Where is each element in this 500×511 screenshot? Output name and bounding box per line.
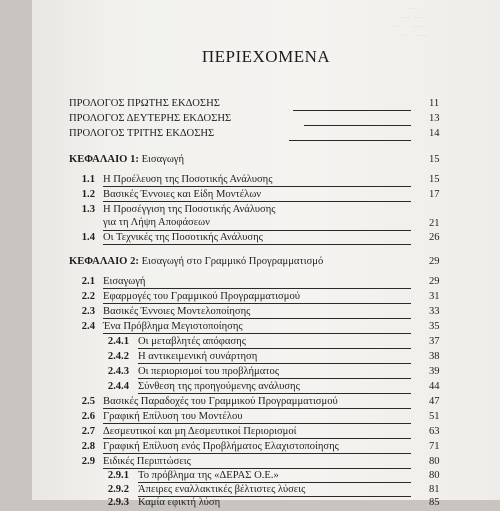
- leader-line: [103, 288, 411, 289]
- entry-label: Εφαρμογές του Γραμμικού Προγραμματισμού: [103, 291, 300, 302]
- leader-line: [138, 378, 411, 379]
- entry-label: ΠΡΟΛΟΓΟΣ ΔΕΥΤΕΡΗΣ ΕΚΔΟΣΗΣ: [69, 113, 232, 124]
- toc-subsection-2-9-2: [69, 484, 469, 498]
- toc-subsection-2-4-2: [69, 351, 469, 365]
- leader-line: [103, 318, 411, 319]
- entry-page: 71: [429, 441, 440, 452]
- entry-label: Εισαγωγή: [103, 276, 146, 287]
- entry-page: 15: [429, 174, 440, 185]
- toc-section-2-9: [69, 456, 469, 470]
- section-number: 2.5: [81, 396, 95, 407]
- entry-label: Το πρόβλημα της «ΔΕΡΑΣ Ο.Ε.»: [138, 470, 279, 481]
- toc-subsection-2-9-1: [69, 470, 469, 484]
- entry-label: Ένα Πρόβλημα Μεγιστοποίησης: [103, 321, 243, 332]
- toc-section-2-4: [69, 321, 469, 335]
- entry-label: Άπειρες εναλλακτικές βέλτιστες λύσεις: [138, 484, 306, 495]
- entry-page: 35: [429, 321, 440, 332]
- leader-line: [103, 303, 411, 304]
- entry-page: 47: [429, 396, 440, 407]
- section-number: 2.6: [81, 411, 95, 422]
- toc-subsection-2-4-4: [69, 381, 469, 395]
- toc-chapter-2: [69, 256, 469, 270]
- entry-page: 13: [429, 113, 440, 124]
- entry-page: 39: [429, 366, 440, 377]
- entry-label: Η Προέλευση της Ποσοτικής Ανάλυσης: [103, 174, 273, 185]
- leader-line: [103, 333, 411, 334]
- section-number: 2.4.2: [107, 351, 129, 362]
- entry-label: Γραφική Επίλυση του Μοντέλου: [103, 411, 243, 422]
- entry-label: ΠΡΟΛΟΓΟΣ ΤΡΙΤΗΣ ΕΚΔΟΣΗΣ: [69, 128, 215, 139]
- entry-page: 31: [429, 291, 440, 302]
- entry-label-continued: για τη Λήψη Αποφάσεων: [103, 217, 210, 228]
- leader-line: [103, 453, 411, 454]
- toc-section-2-1: [69, 276, 469, 290]
- entry-page: 38: [429, 351, 440, 362]
- leader-line: [103, 230, 411, 231]
- bleed-through-text: ...... ...... .... ..... ...... .... .....: [392, 2, 428, 38]
- entry-label: Οι περιορισμοί του προβλήματος: [138, 366, 280, 377]
- toc-section-1-2: [69, 189, 469, 203]
- entry-label: Βασικές Παραδοχές του Γραμμικού Προγραμματισμού: [103, 396, 338, 407]
- toc-section-2-7: [69, 426, 469, 440]
- toc-section-2-6: [69, 411, 469, 425]
- leader-line: [289, 140, 411, 141]
- leader-line: [103, 244, 411, 245]
- toc-section-1-3: [69, 204, 469, 232]
- entry-page: 63: [429, 426, 440, 437]
- entry-label: Βασικές Έννοιες και Είδη Μοντέλων: [103, 189, 262, 200]
- entry-page: 37: [429, 336, 440, 347]
- leader-line: [304, 125, 411, 126]
- entry-page: 80: [429, 456, 440, 467]
- section-number: 2.4.3: [107, 366, 129, 377]
- section-number: 2.8: [81, 441, 95, 452]
- entry-page: 15: [429, 154, 440, 165]
- toc-section-1-4: [69, 232, 469, 246]
- section-number: 1.3: [81, 204, 95, 215]
- toc-section-2-8: [69, 441, 469, 455]
- section-number: 2.9.3: [107, 497, 129, 508]
- section-number: 2.9: [81, 456, 95, 467]
- toc-title: ΠΕΡΙΕΧΟΜΕΝΑ: [201, 47, 331, 66]
- toc-section-1-1: [69, 174, 469, 188]
- leader-line: [138, 363, 411, 364]
- toc-section-2-3: [69, 306, 469, 320]
- section-number: 1.2: [81, 189, 95, 200]
- leader-line: [138, 348, 411, 349]
- toc-section-2-5: [69, 396, 469, 410]
- toc-prologue-1: [69, 98, 469, 112]
- toc-subsection-2-4-3: [69, 366, 469, 380]
- section-number: 1.4: [81, 232, 95, 243]
- entry-page: 29: [429, 276, 440, 287]
- section-number: 2.4: [81, 321, 95, 332]
- entry-label: Δεσμευτικοί και μη Δεσμευτικοί Περιορισμοί: [103, 426, 297, 437]
- leader-line: [293, 110, 411, 111]
- section-number: 2.3: [81, 306, 95, 317]
- leader-line: [103, 186, 411, 187]
- toc-subsection-2-4-1: [69, 336, 469, 350]
- entry-label: Βασικές Έννοιες Μοντελοποίησης: [103, 306, 251, 317]
- entry-label: Καμία εφικτή λύση: [138, 497, 221, 508]
- entry-page: 17: [429, 189, 440, 200]
- entry-page: 14: [429, 128, 440, 139]
- chapter-keyword: ΚΕΦΑΛΑΙΟ 1:: [69, 154, 139, 165]
- section-number: 2.9.1: [107, 470, 129, 481]
- chapter-title: Εισαγωγή: [141, 154, 185, 165]
- section-number: 2.1: [81, 276, 95, 287]
- toc-prologue-2: [69, 113, 469, 127]
- entry-page: 51: [429, 411, 440, 422]
- leader-line: [103, 423, 411, 424]
- section-number: 2.4.4: [107, 381, 129, 392]
- entry-label: Η αντικειμενική συνάρτηση: [138, 351, 258, 362]
- entry-page: 29: [429, 256, 440, 267]
- chapter-keyword: ΚΕΦΑΛΑΙΟ 2:: [69, 256, 139, 267]
- section-number: 2.7: [81, 426, 95, 437]
- entry-label: Ειδικές Περιπτώσεις: [103, 456, 191, 467]
- entry-label: Γραφική Επίλυση ενός Προβλήματος Ελαχιστοποίησης: [103, 441, 339, 452]
- section-number: 2.4.1: [107, 336, 129, 347]
- entry-page: 21: [429, 218, 440, 229]
- entry-page: 81: [429, 484, 440, 495]
- toc-prologue-3: [69, 128, 469, 142]
- entry-page: 11: [429, 98, 440, 109]
- section-number: 2.9.2: [107, 484, 129, 495]
- entry-label: Σύνθεση της προηγούμενης ανάλυσης: [138, 381, 300, 392]
- toc-subsection-2-9-3: [69, 497, 469, 511]
- entry-label: Οι Τεχνικές της Ποσοτικής Ανάλυσης: [103, 232, 263, 243]
- leader-line: [103, 408, 411, 409]
- leader-line: [103, 201, 411, 202]
- entry-page: 85: [429, 497, 440, 508]
- toc-section-2-2: [69, 291, 469, 305]
- entry-page: 80: [429, 470, 440, 481]
- entry-label: Η Προσέγγιση της Ποσοτικής Ανάλυσης: [103, 204, 276, 215]
- entry-label: Οι μεταβλητές απόφασης: [138, 336, 246, 347]
- entry-label: ΠΡΟΛΟΓΟΣ ΠΡΩΤΗΣ ΕΚΔΟΣΗΣ: [69, 98, 220, 109]
- chapter-title: Εισαγωγή στο Γραμμικό Προγραμματισμό: [141, 256, 324, 267]
- book-page: [32, 0, 500, 508]
- leader-line: [103, 438, 411, 439]
- entry-page: 33: [429, 306, 440, 317]
- section-number: 1.1: [81, 174, 95, 185]
- leader-line: [103, 468, 411, 469]
- entry-page: 26: [429, 232, 440, 243]
- leader-line: [138, 393, 411, 394]
- section-number: 2.2: [81, 291, 95, 302]
- toc-chapter-1: [69, 154, 469, 168]
- leader-line: [138, 482, 411, 483]
- entry-page: 44: [429, 381, 440, 392]
